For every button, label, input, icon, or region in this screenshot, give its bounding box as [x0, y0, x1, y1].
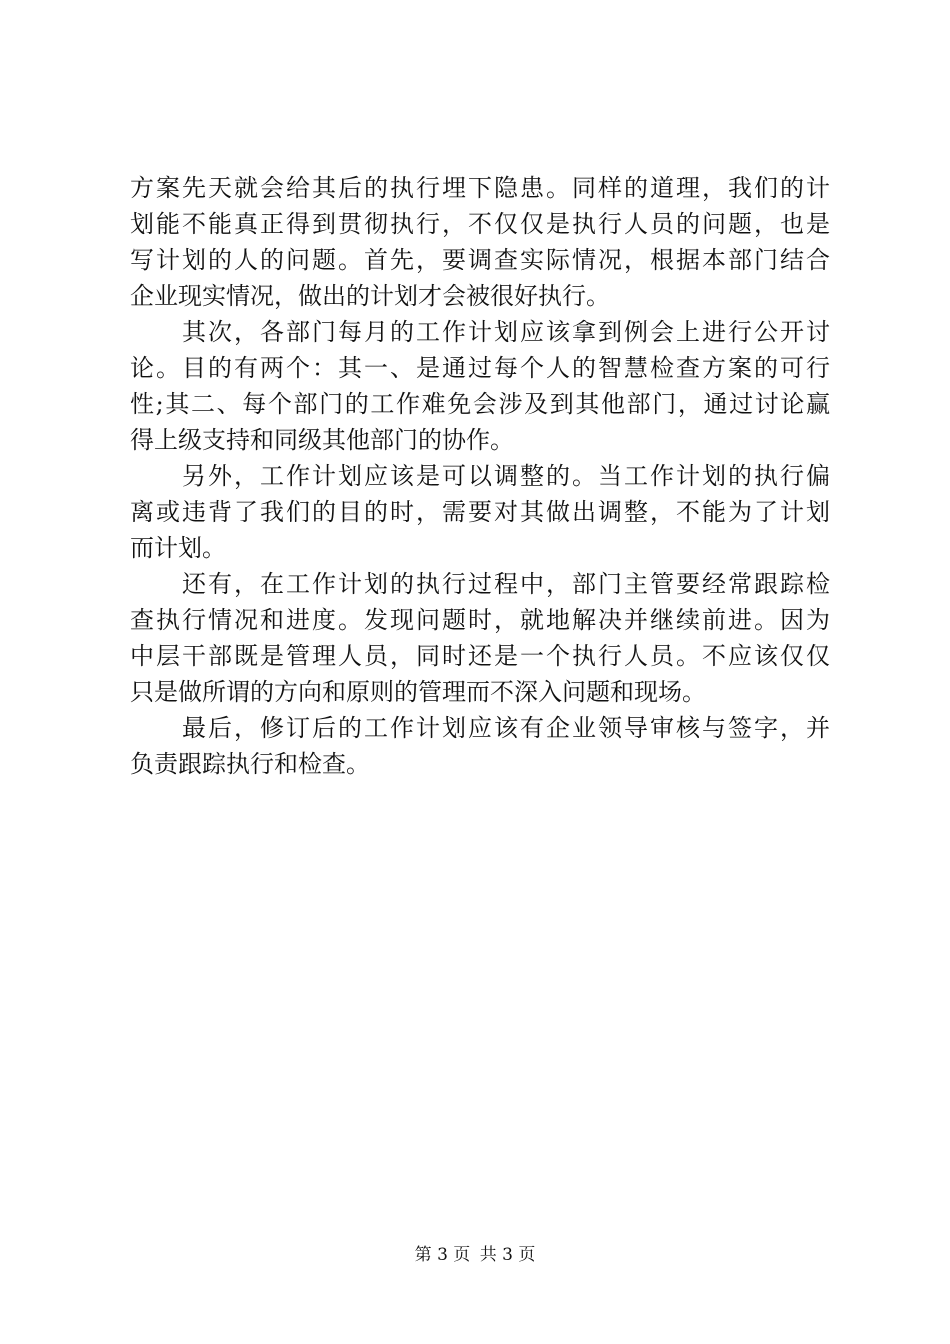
text-line: 方案先天就会给其后的执行埋下隐患。同样的道理，我们的计: [130, 174, 830, 202]
text-line: 论。目的有两个：其一、是通过每个人的智慧检查方案的可行: [130, 354, 830, 382]
text-line: 还有，在工作计划的执行过程中，部门主管要经常跟踪检: [130, 570, 830, 598]
page-number: 第 3 页: [414, 1245, 471, 1265]
text-line: 性;其二、每个部门的工作难免会涉及到其他部门，通过讨论赢: [130, 390, 830, 418]
text-line: 划能不能真正得到贯彻执行，不仅仅是执行人员的问题，也是: [130, 210, 830, 238]
page-footer: [0, 1243, 950, 1267]
text-line: 查执行情况和进度。发现问题时，就地解决并继续前进。因为: [130, 606, 830, 634]
text-line: 其次，各部门每月的工作计划应该拿到例会上进行公开讨: [130, 318, 830, 346]
text-line: 写计划的人的问题。首先，要调查实际情况，根据本部门结合: [130, 246, 830, 274]
text-line: 负责跟踪执行和检查。: [130, 750, 370, 778]
text-line: 企业现实情况，做出的计划才会被很好执行。: [130, 282, 610, 310]
text-line: 最后，修订后的工作计划应该有企业领导审核与签字，并: [130, 714, 830, 742]
text-line: 另外，工作计划应该是可以调整的。当工作计划的执行偏: [130, 462, 830, 490]
text-line: 离或违背了我们的目的时，需要对其做出调整，不能为了计划: [130, 498, 830, 526]
page-total: 共 3 页: [479, 1245, 536, 1265]
document-body: [130, 170, 830, 782]
text-line: 而计划。: [130, 534, 226, 562]
text-line: 中层干部既是管理人员，同时还是一个执行人员。不应该仅仅: [130, 642, 830, 670]
text-line: 只是做所谓的方向和原则的管理而不深入问题和现场。: [130, 678, 706, 706]
text-line: 得上级支持和同级其他部门的协作。: [130, 426, 514, 454]
